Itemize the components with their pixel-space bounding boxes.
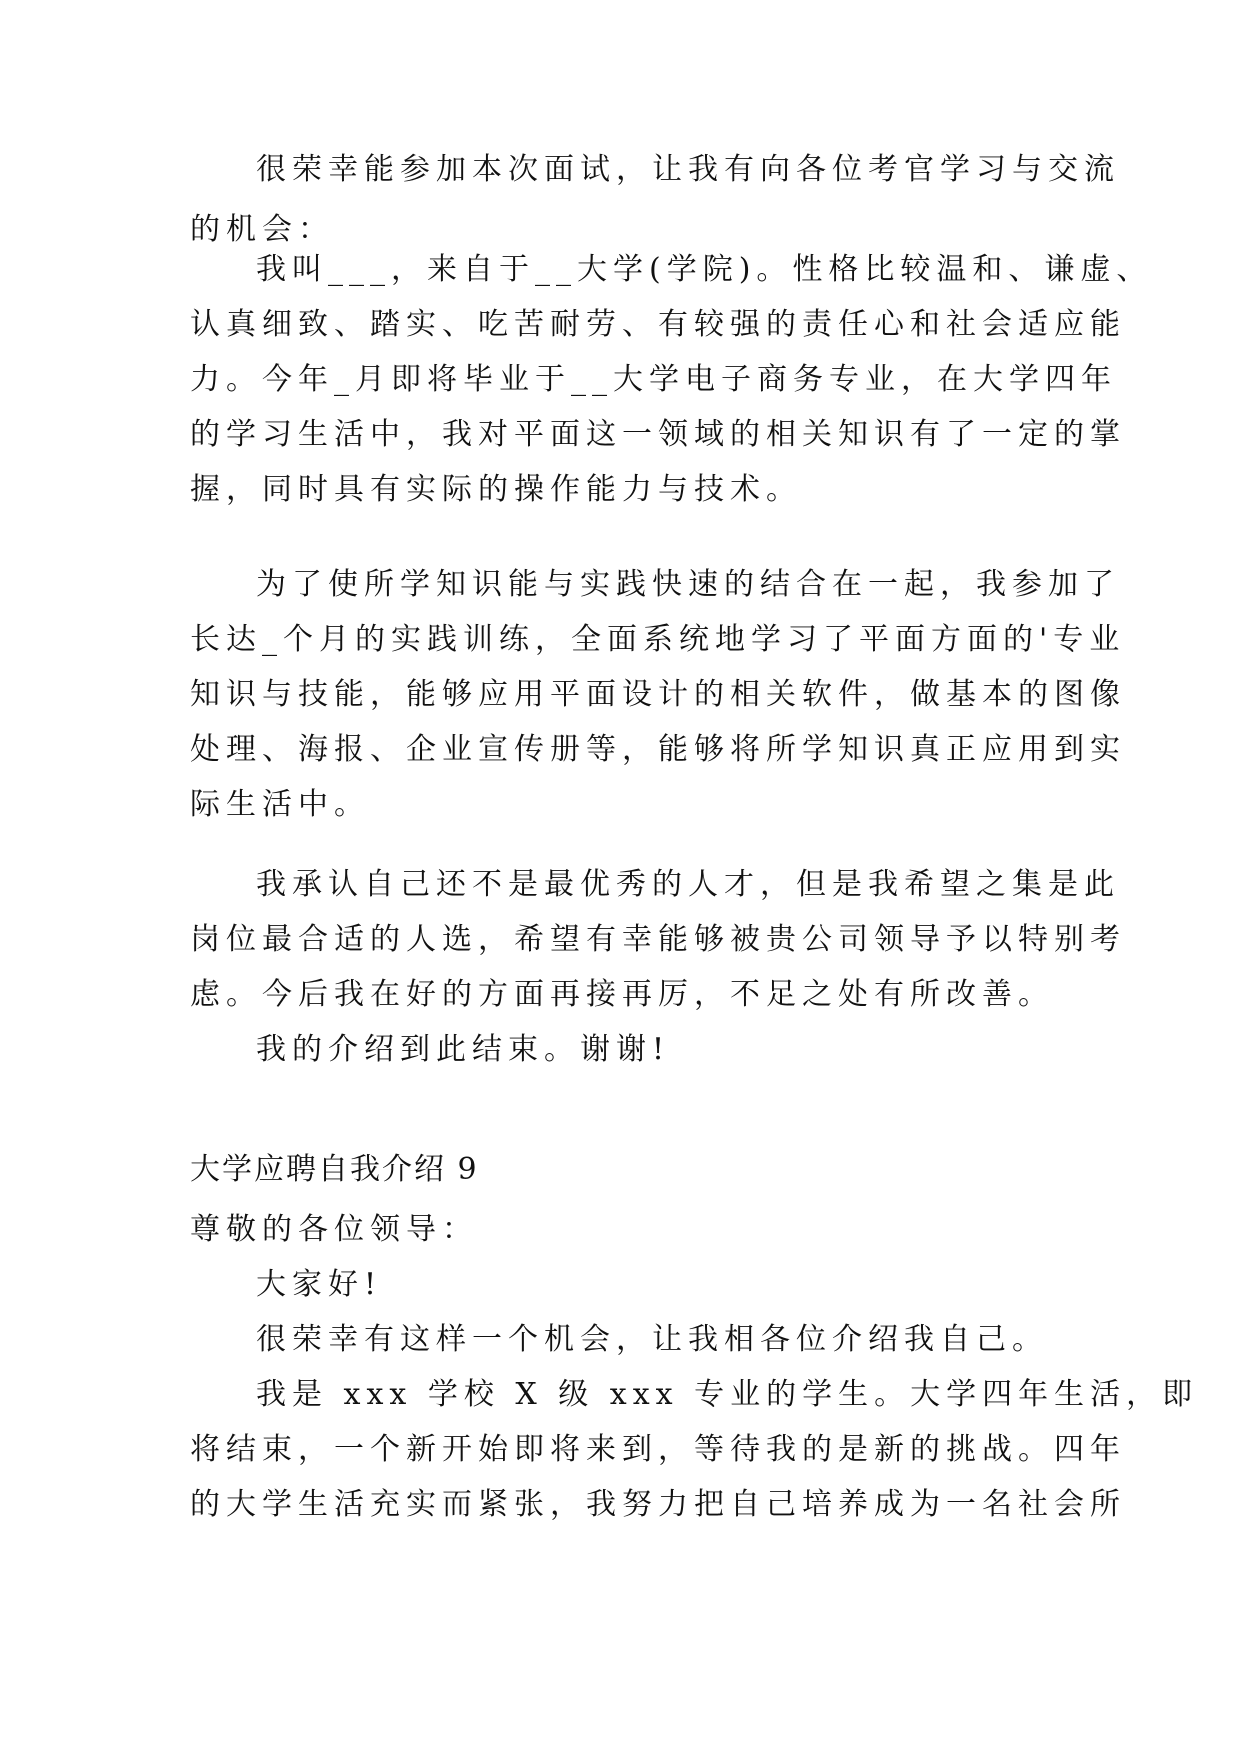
text-line: 握，同时具有实际的操作能力与技术。	[190, 472, 802, 507]
text-line: 很荣幸有这样一个机会，让我相各位介绍我自己。	[256, 1322, 1048, 1357]
text-line: 我承认自己还不是最优秀的人才，但是我希望之集是此	[256, 867, 1120, 902]
text-line: 处理、海报、企业宣传册等，能够将所学知识真正应用到实	[190, 732, 1126, 767]
text-line: 力。今年_月即将毕业于__大学电子商务专业，在大学四年	[190, 362, 1117, 397]
text-line: 我叫___，来自于__大学(学院)。性格比较温和、谦虚、	[256, 252, 1153, 287]
text-line: 为了使所学知识能与实践快速的结合在一起，我参加了	[256, 567, 1120, 602]
text-line: 认真细致、踏实、吃苦耐劳、有较强的责任心和社会适应能	[190, 307, 1126, 342]
text-line: 的大学生活充实而紧张，我努力把自己培养成为一名社会所	[190, 1487, 1126, 1522]
salutation: 尊敬的各位领导：	[190, 1212, 478, 1247]
text-line: 际生活中。	[190, 787, 370, 822]
text-line: 的学习生活中，我对平面这一领域的相关知识有了一定的掌	[190, 417, 1126, 452]
greeting: 大家好!	[256, 1267, 383, 1302]
text-line: 长达_个月的实践训练，全面系统地学习了平面方面的'专业	[190, 622, 1126, 657]
text-line: 知识与技能，能够应用平面设计的相关软件，做基本的图像	[190, 677, 1126, 712]
text-line: 我是 xxx 学校 X 级 xxx 专业的学生。大学四年生活，即	[256, 1377, 1199, 1412]
text-line: 我的介绍到此结束。谢谢!	[256, 1032, 671, 1067]
text-line: 的机会：	[190, 212, 334, 247]
section-heading: 大学应聘自我介绍 9	[190, 1152, 479, 1187]
text-line: 很荣幸能参加本次面试，让我有向各位考官学习与交流	[256, 152, 1120, 187]
text-line: 岗位最合适的人选，希望有幸能够被贵公司领导予以特别考	[190, 922, 1126, 957]
text-line: 将结束，一个新开始即将来到，等待我的是新的挑战。四年	[190, 1432, 1126, 1467]
text-line: 虑。今后我在好的方面再接再厉，不足之处有所改善。	[190, 977, 1054, 1012]
